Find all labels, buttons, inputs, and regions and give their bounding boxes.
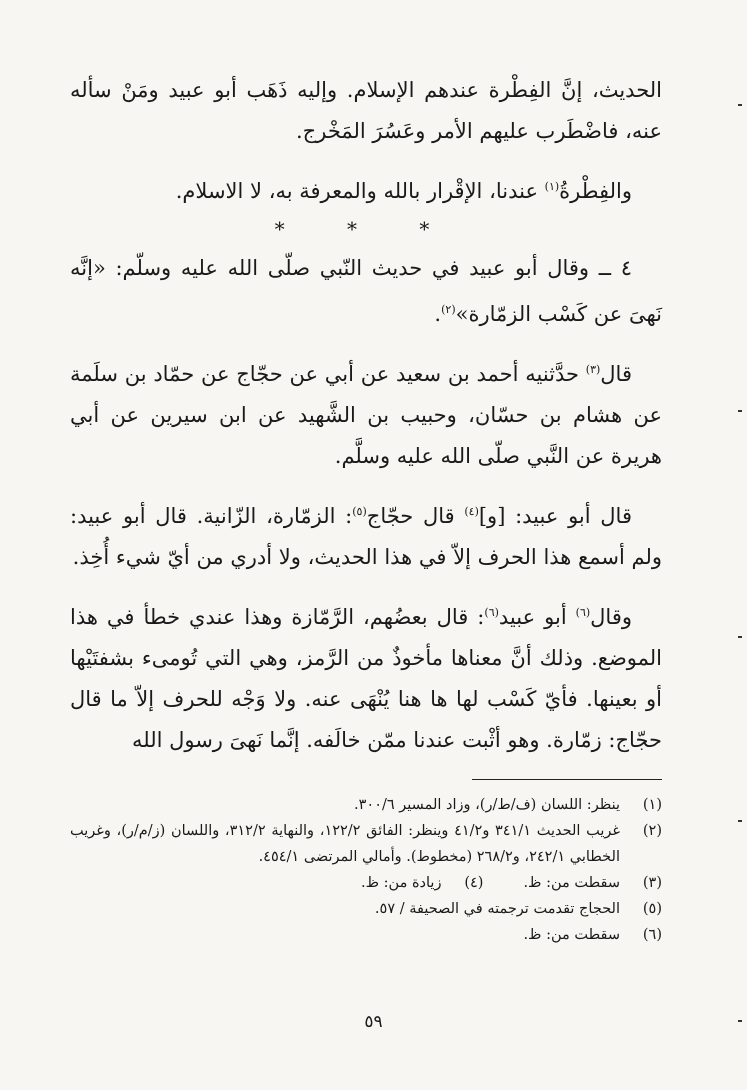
footnote-ref-2[interactable]: (٢) [441, 303, 456, 316]
page-number: ٥٩ [364, 1012, 383, 1032]
paragraph-1: الحديث، إنَّ الفِطْرة عندهم الإسلام. وإليه ذَهَب أبو عبيد ومَنْ سأله عنه، فاضْطَرب عليهم الأمر وعَسُرَ المَخْرج. [70, 78, 662, 143]
footnote-1: (١) ينظر: اللسان (ف/ط/ر)، وزاد المسير ٣٠٠/٦. [354, 797, 662, 813]
footnote-ref-6b[interactable]: (٦) [484, 606, 499, 619]
footnote-ref-1[interactable]: (١) [544, 180, 560, 193]
footnote-5: (٥) الحجاج تقدمت ترجمته في الصحيفة / ٥٧. [374, 901, 662, 917]
footnote-row-3-4 [70, 870, 662, 896]
margin-mark [738, 104, 742, 106]
paragraph-3: ٤ ــ وقال أبو عبيد في حديث النّبي صلّى الله عليه وسلّم: «إنَّه نَهىَ عن كَسْب الزمّارة»$^{(٢)}$. [70, 256, 662, 326]
footnote-divider [472, 779, 662, 780]
footnotes [70, 792, 662, 948]
footnote-6: (٦) سقطت من: ظ. [523, 927, 662, 943]
footnote-ref-3[interactable]: (٣) [585, 363, 601, 376]
footnote-3: (٣) سقطت من: ظ. [523, 875, 662, 891]
margin-mark [738, 820, 742, 822]
page-body [70, 70, 662, 1070]
paragraph-6: وقال$^{(٦)}$ أبو عبيد$^{(٦)}$: قال بعضُهم، الرَّمّازة وهذا عندي خطأ في هذا الموضع. وذلك أنَّ معناها مأخوذٌ من الرَّمز، وهي التي تُومىء بشفتَيْها أو بعينها. فأيّ كَسْب لها ها هنا يُنْهَى عنه. ولا وَجْه للحرف إلاّ ما قال حجّاج: زمّارة. وهو أثْبت عندنا ممّن خالَفه. إنَّما نَهىَ رسول الله [70, 605, 662, 752]
paragraph-5: قال أبو عبيد: [و]$^{(٤)}$ قال حجّاج$^{(٥)}$: الزمّارة، الزّانية. قال أبو عبيد: ولم أسمع هذا الحرف إلاّ في هذا الحديث، ولا أدري من أيّ شيء أُخِذ. [70, 504, 662, 569]
margin-mark [738, 636, 742, 638]
section-separator: * * * [274, 217, 458, 241]
footnote-2: (٢) غريب الحديث ٣٤١/١ و٤١/٢ وينظر: الفائق ١٢٢/٢، والنهاية ٣١٢/٢، واللسان (ز/م/ر)، وغريب الخطابي ٢٤٢/١، و٢٦٨/٢ (مخطوط). وأمالي المرتضى ٤٥٤/١. [70, 823, 662, 865]
footnote-ref-4[interactable]: (٤) [464, 505, 479, 518]
margin-mark [738, 410, 742, 412]
paragraph-4: قال$^{(٣)}$ حدَّثنيه أحمد بن سعيد عن أبي عن حجّاج عن حمّاد بن سلَمة عن هشام بن حسّان، وحبيب بن الشَّهيد عن ابن سيرين عن أبي هريرة عن النَّبي صلّى الله عليه وسلَّم. [70, 362, 662, 468]
paragraph-2: والفِطْرةُ$^{(١)}$ عندنا، الإقْرار بالله والمعرفة به، لا الاسلام. [175, 179, 632, 203]
footnote-ref-6a[interactable]: (٦) [575, 606, 591, 619]
footnote-4: (٤) زيادة من: ظ. [361, 875, 484, 891]
margin-mark [738, 1020, 742, 1022]
footnote-ref-5[interactable]: (٥) [352, 505, 367, 518]
